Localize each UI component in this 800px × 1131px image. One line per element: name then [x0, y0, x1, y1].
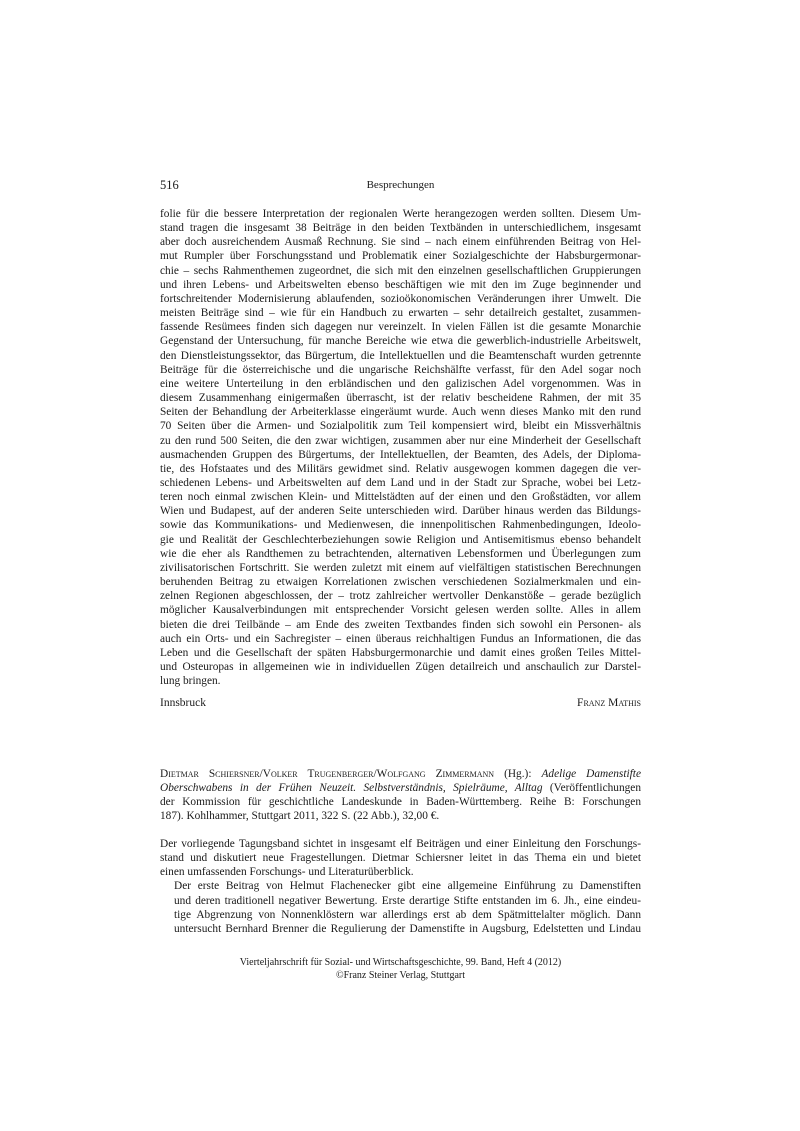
footer-journal-line: Vierteljahrschrift für Sozial- und Wirtschaftsgeschichte, 99. Band, Heft 4 (2012): [239, 957, 562, 968]
review-signature: [160, 697, 641, 713]
text-line: stand tragen die insgesamt 38 Beiträge in den beiden Textbänden in unterschiedlichem, insgesamt: [160, 222, 641, 235]
text-line: und Osteuropas in allgemeinen wie in individuellen Zügen detailreich und anschaulich zur Darstel-: [160, 661, 641, 673]
citation-authors: Dietmar Schiersner/Volker Trugenberger/Wolfgang Zimmermann: [160, 768, 495, 780]
citation-series: (Veröffentlichungen: [542, 782, 642, 795]
review-2-paragraph-1: [160, 837, 641, 879]
review-paragraph: [160, 207, 641, 688]
signature-place: Innsbruck: [160, 697, 206, 709]
text-line: Gegenstand der Untersuchung, für manche Bereiche wie etwa die gewerblich-industrielle Arbeitswelt,: [160, 335, 641, 348]
text-line: ausmachenden Gruppen des Bürgertums, der Intellektuellen, der Beamten, des Adels, der Diploma-: [160, 448, 641, 461]
text-line: fortschreitender Modernisierung ablaufenden, sozioökonomischen Veränderungen ihrer Umwelt. Die: [160, 292, 641, 305]
citation-line-1: [160, 767, 641, 781]
text-line: sowie das Kommunikations- und Medienwesen, die innenpolitischen Rahmenbedingungen, Ideolo-: [160, 519, 641, 532]
text-line: möglicher Kausalverbindungen mit entsprechender Vorsicht gelesen werden sollte. Alles in allem: [160, 604, 641, 617]
text-line: folie für die bessere Interpretation der regionalen Werte herangezogen werden sollten. Diesem Um-: [160, 208, 641, 220]
text-line: Seiten der Behandlung der Arbeiterklasse eingeräumt wurde. Auch wenn dieses Manko mit den rund: [160, 406, 641, 419]
text-line: schiedenen Lebens- und Arbeitswelten auf dem Land und in der Stadt zur Sprache, wobei bei Letz-: [160, 476, 641, 489]
bibliographic-citation: [160, 767, 641, 824]
text-line: Beiträge für die österreichische und die ungarische Reichshälfte verfasst, für den Adel sogar noch: [160, 363, 641, 376]
text-line: diesem Zusammenhang einigermaßen überrascht, ist der relativ bescheidene Rahmen, der mit 35: [160, 392, 641, 405]
text-line: gie und Realität der Geschlechterbeziehungen sowie Religion und Antisemitismus ebenso behandelt: [160, 533, 641, 546]
text-line: Leben und die Gesellschaft der späten Habsburgermonarchie und damit eines großen Teiles Mittel-: [160, 646, 641, 659]
text-line: teren noch einmal zwischen Klein- und Mittelstädten auf der einen und den Großstädten, vor allem: [160, 491, 641, 504]
text-line: und ihren Lebens- und Arbeitswelten ebenso beschäftigen wie mit den im Zuge beginnender und: [160, 278, 641, 291]
citation-editors: (Hg.):: [494, 768, 542, 780]
review-2-paragraph-2: [160, 879, 641, 936]
text-line: und deren traditionell negativer Bewertung. Erste derartige Stifte entstanden im 6. Jh., eine eindeu-: [174, 894, 641, 907]
text-line: zu den rund 500 Seiten, die den zwar wichtigen, zusammen aber nur eine Minderheit der Gesellschaft: [160, 434, 641, 447]
running-head: [160, 178, 641, 194]
text-line: chie – sechs Rahmenthemen zugeordnet, die sich mit den einzelnen gesellschaftlichen Gruppierungen: [160, 264, 641, 277]
signature-author: Franz Mathis: [577, 697, 641, 709]
text-line: aber doch ausreichendem Ausmaß Rechnung. Sie sind – nach einem einführenden Beitrag von Hel-: [160, 236, 641, 249]
text-line: Der vorliegende Tagungsband sichtet in insgesamt elf Beiträgen und einer Einleitung den Forschungs-: [160, 838, 641, 850]
text-line: untersucht Bernhard Brenner die Regulierung der Damenstifte in Augsburg, Edelstetten und Lindau: [174, 922, 641, 935]
page-number: 516: [160, 178, 179, 192]
citation-line-4: 187). Kohlhammer, Stuttgart 2011, 322 S. (22 Abb.), 32,00 €.: [160, 810, 440, 823]
text-line: meisten Beiträge sind – wie für ein Handbuch zu erwarten – sehr detailreich gestaltet, zusammen-: [160, 307, 641, 320]
text-line: einen umfassenden Forschungs- und Literaturüberblick.: [160, 866, 414, 879]
text-line: Wien und Budapest, auf der anderen Seite unterschieden wird. Darüber hinaus werden das Bildungs-: [160, 505, 641, 518]
citation-title-2: Oberschwabens in der Frühen Neuzeit. Selbstverständnis, Spielräume, Alltag: [160, 782, 543, 795]
text-line: Der erste Beitrag von Helmut Flachenecker gibt eine allgemeine Einführung zu Damenstiften: [174, 880, 641, 893]
text-line: zelnen Regionen abgeschlossen, der – trotz zahlreicher wertvoller Denkanstöße – gerade bezüglich: [160, 590, 641, 603]
running-title: Besprechungen: [366, 179, 435, 191]
text-line: auch ein Orts- und ein Sachregister – einen überaus reichhaltigen Fundus an Informationen, die das: [160, 632, 641, 645]
text-line: fassende Resümees finden sich dagegen nur vereinzelt. In vielen Fällen ist die gesamte Monarchie: [160, 321, 641, 334]
footer-copyright-line: ©Franz Steiner Verlag, Stuttgart: [335, 969, 466, 981]
text-line: tie, des Hofstaates und des Militärs gewidmet sind. Relativ ausgewogen kommen dagegen die ver-: [160, 462, 641, 475]
text-line: den Dienstleistungssektor, das Bürgertum, die Intellektuellen und die Beamtenschaft wurden getrennte: [160, 349, 641, 362]
citation-line-2: [160, 781, 641, 795]
review-2-body: [160, 837, 641, 936]
text-line: lung bringen.: [160, 675, 221, 688]
text-line: tige Abgrenzung von Nonnenklöstern war allerdings erst ab dem Spätmittelalter möglich. Dann: [174, 908, 641, 921]
text-line: zivilisatorischen Fortschritt. Sie werden zuletzt mit einem auf vielfältigen statistischen Berechnungen: [160, 561, 641, 574]
text-line: bieten die drei Teilbände – am Ende des zweiten Textbandes finden sich sowohl ein Personen- als: [160, 618, 641, 631]
journal-footer: [160, 957, 641, 982]
text-line: beruhenden Beitrag zu etwaigen Korrelationen zwischen verschiedenen Sozialmerkmalen und ein-: [160, 576, 641, 589]
citation-title-1: Adelige Damenstifte: [541, 768, 641, 780]
text-line: eine weitere Unterteilung in den erbländischen und den galizischen Adel vorgenommen. Was in: [160, 377, 641, 390]
text-line: stand und diskutiert neue Fragestellungen. Dietmar Schiersner leitet in das Thema ein und bietet: [160, 852, 641, 865]
review-body: [160, 207, 641, 688]
text-line: wie die eher als Randthemen zu betrachtenden, alternativen Lebensformen und Überlegungen zum: [160, 547, 641, 560]
text-line: 70 Seiten über die Armen- und Sozialpolitik zum Teil kompensiert wird, bleibt ein Missverhältnis: [160, 420, 641, 433]
citation-line-3: der Kommission für geschichtliche Landeskunde in Baden-Württemberg. Reihe B: Forschungen: [160, 796, 641, 809]
text-line: mut Rumpler über Forschungsstand und Problematik einer Sozialgeschichte der Habsburgermonar-: [160, 250, 641, 263]
